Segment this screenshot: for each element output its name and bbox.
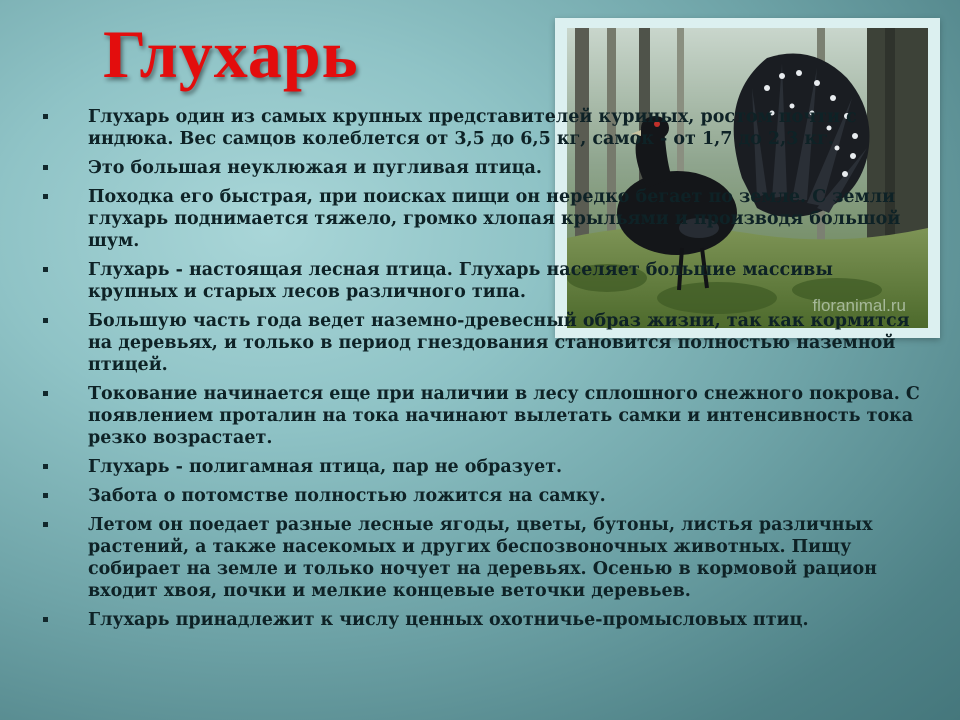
bullet-marker <box>43 493 48 498</box>
list-item <box>43 157 923 179</box>
list-item <box>43 514 923 602</box>
slide-title: Глухарь <box>103 16 359 92</box>
bullet-list <box>43 106 923 638</box>
bullet-text: Глухарь - настоящая лесная птица. Глухарь населяет большие массивы крупных и старых лесов различного типа. <box>88 260 833 302</box>
bullet-text: Глухарь - полигамная птица, пар не образует. <box>88 457 563 477</box>
bullet-marker <box>43 522 48 527</box>
list-item <box>43 106 923 150</box>
bullet-text: Это большая неуклюжая и пугливая птица. <box>88 158 542 178</box>
list-item <box>43 485 923 507</box>
bullet-marker <box>43 318 48 323</box>
list-item <box>43 310 923 376</box>
bullet-text: Большую часть года ведет наземно-древесный образ жизни, так как кормится на деревьях, и только в период гнездования становится полностью наземной птицей. <box>88 311 910 375</box>
bullet-marker <box>43 464 48 469</box>
list-item <box>43 383 923 449</box>
bullet-marker <box>43 391 48 396</box>
bullet-marker <box>43 267 48 272</box>
bullet-text: Походка его быстрая, при поисках пищи он нередко бегает по земле. С земли глухарь поднимается тяжело, громко хлопая крыльями и производя большой шум. <box>88 187 901 251</box>
bullet-marker <box>43 617 48 622</box>
list-item <box>43 609 923 631</box>
bullet-marker <box>43 194 48 199</box>
list-item <box>43 259 923 303</box>
photo-watermark: floranimal.ru <box>812 296 906 315</box>
bullet-text: Глухарь принадлежит к числу ценных охотничье-промысловых птиц. <box>88 610 809 630</box>
bullet-text: Забота о потомстве полностью ложится на самку. <box>88 486 606 506</box>
bullet-marker <box>43 165 48 170</box>
list-item <box>43 456 923 478</box>
bullet-marker <box>43 114 48 119</box>
bullet-text: Глухарь один из самых крупных представителей куриных, ростом почти с индюка. Вес самцов колеблется от 3,5 до 6,5 кг, самок - от 1,7 до 2,3 кг. <box>88 107 857 149</box>
list-item <box>43 186 923 252</box>
bullet-text: Токование начинается еще при наличии в лесу сплошного снежного покрова. С появлением проталин на тока начинают вылетать самки и интенсивность тока резко возрастает. <box>88 384 920 448</box>
bullet-text: Летом он поедает разные лесные ягоды, цветы, бутоны, листья различных растений, а также насекомых и других беспозвоночных животных. Пищу собирает на земле и только ночует на деревьях. Осенью в кормовой рацион входит хвоя, почки и мелкие концевые веточки деревьев. <box>88 515 877 601</box>
